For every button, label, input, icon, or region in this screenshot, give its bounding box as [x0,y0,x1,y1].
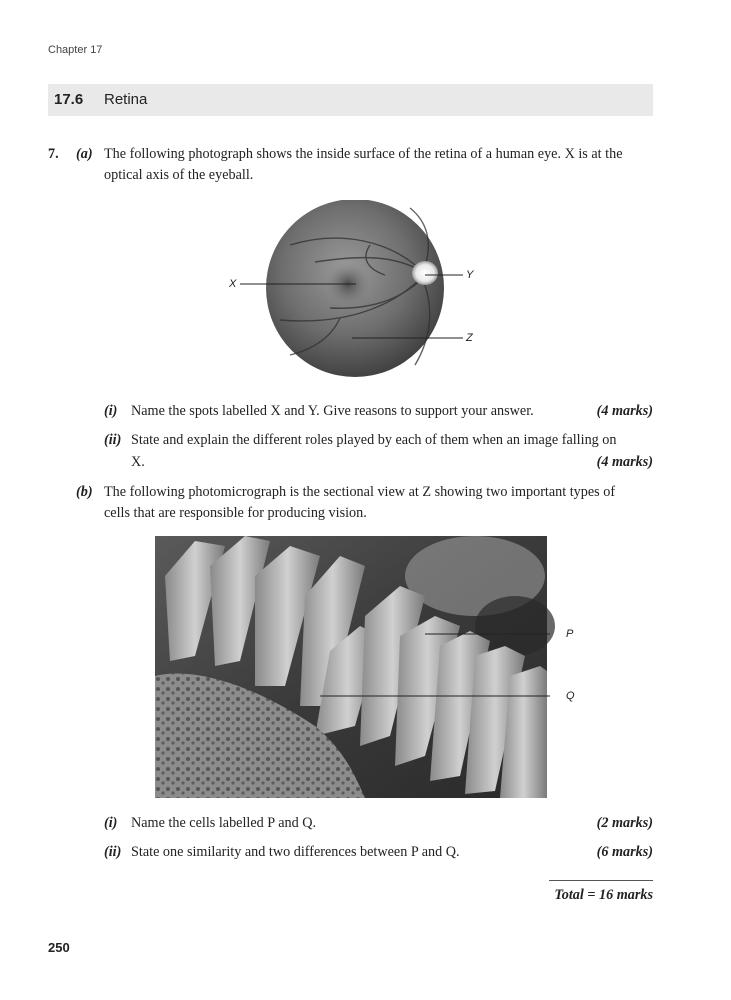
part-b-ii-label: (ii) [104,844,122,860]
part-b-text-line2: cells that are responsible for producing vision. [104,505,367,521]
part-a-ii-marks: (4 marks) [596,454,653,470]
optic-disc [412,261,438,285]
total-divider [549,880,653,881]
part-a-ii-text-line2: X. [131,454,145,470]
part-a-i-marks: (4 marks) [596,403,653,419]
part-a-text-line2: optical axis of the eyeball. [104,167,254,183]
label-q: Q [566,690,575,702]
part-a-ii-text-line1: State and explain the different roles played by each of them when an image falling on [131,432,617,448]
part-b-label: (b) [76,484,93,500]
label-z: Z [466,332,473,344]
part-b-ii-marks: (6 marks) [596,844,653,860]
label-x: X [229,278,237,290]
label-y: Y [466,269,474,281]
part-b-text-line1: The following photomicrograph is the sectional view at Z showing two important types of [104,484,616,500]
page-number: 250 [48,940,70,955]
part-a-text-line1 [104,143,664,165]
part-a-i-label: (i) [104,403,118,419]
chapter-header: Chapter 17 [48,44,103,56]
part-b-ii-text: State one similarity and two differences between P and Q. [131,844,460,860]
part-a-line1-text: The following photograph shows the inside surface of the retina of a human eye. X is at the [104,146,623,162]
section-number: 17.6 [54,91,84,108]
label-p: P [566,628,574,640]
part-b-i-label: (i) [104,815,118,831]
part-b-i-marks: (2 marks) [596,815,653,831]
part-a-i-text: Name the spots labelled X and Y. Give reasons to support your answer. [131,403,534,419]
retina-photograph [220,200,500,385]
part-a-label: (a) [76,146,93,162]
section-heading-bar [48,84,653,116]
photomicrograph [155,536,585,798]
question-number: 7. [48,146,59,162]
part-b-i-text: Name the cells labelled P and Q. [131,815,317,831]
section-title: Retina [104,91,148,108]
part-a-ii-label: (ii) [104,432,122,448]
total-marks: Total = 16 marks [554,887,653,903]
